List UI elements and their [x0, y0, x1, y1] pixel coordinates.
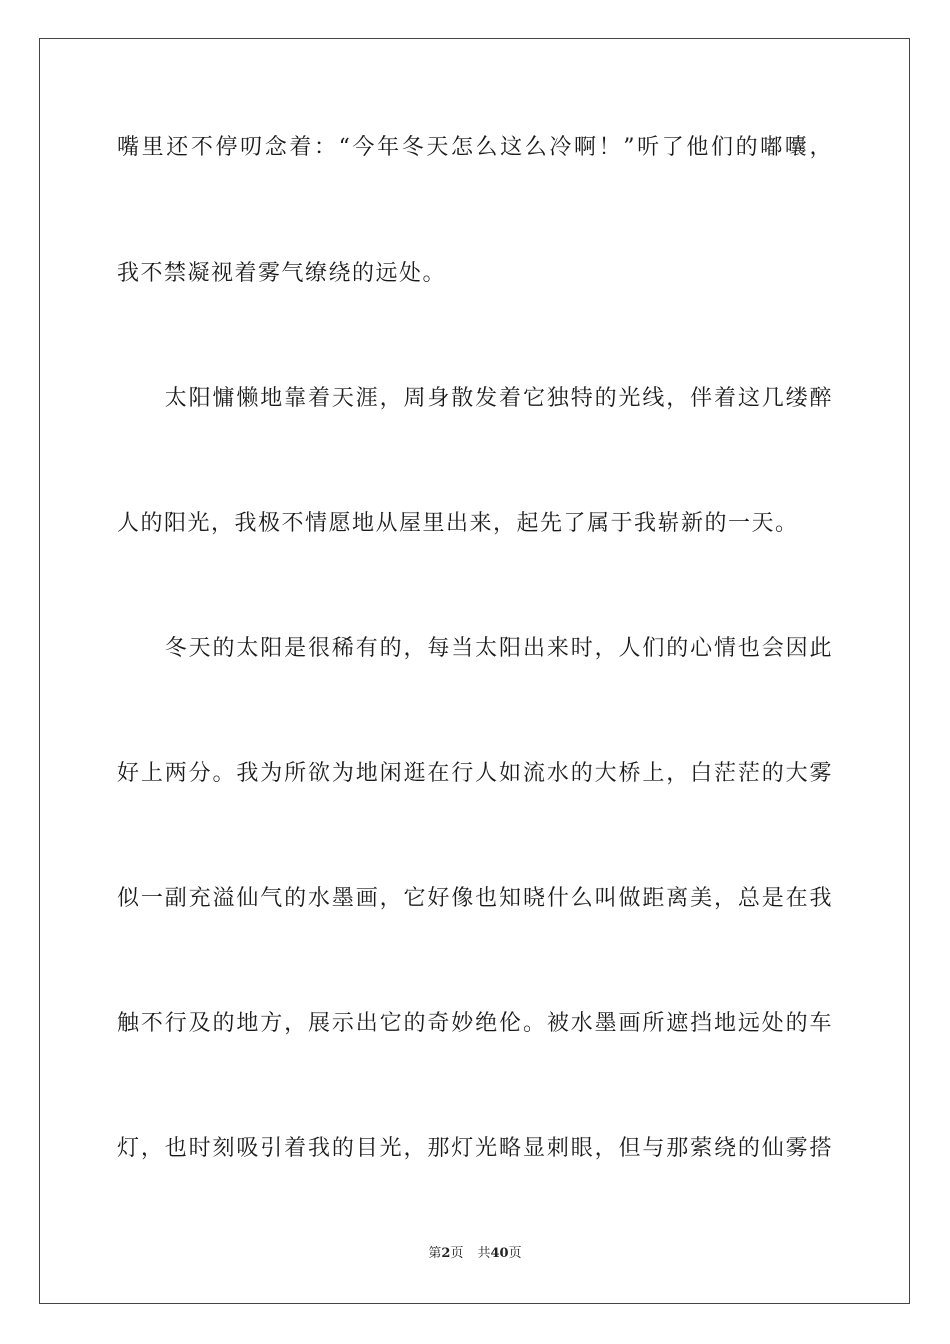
total-pages: 40 — [490, 1246, 509, 1261]
text-line-7: 似一副充溢仙气的水墨画，它好像也知晓什么叫做距离美，总是在我 — [117, 886, 833, 911]
text-line-6: 好上两分。我为所欲为地闲逛在行人如流水的大桥上，白茫茫的大雾 — [117, 761, 833, 786]
total-suffix: 页 — [508, 1246, 522, 1261]
page-border — [39, 38, 910, 1304]
text-line-8: 触不行及的地方，展示出它的奇妙绝伦。被水墨画所遮挡地远处的车 — [117, 1011, 833, 1036]
page-footer — [0, 1245, 950, 1263]
page-suffix: 页 — [450, 1246, 464, 1261]
text-line-9: 灯，也时刻吸引着我的目光，那灯光略显刺眼，但与那萦绕的仙雾搭 — [117, 1136, 833, 1161]
page-prefix: 第 — [428, 1246, 442, 1261]
text-line-3: 太阳慵懒地靠着天涯，周身散发着它独特的光线，伴着这几缕醉 — [117, 386, 833, 411]
text-line-2: 我不禁凝视着雾气缭绕的远处。 — [117, 261, 447, 286]
text-line-1: 嘴里还不停叨念着：“今年冬天怎么这么冷啊！”听了他们的嘟囔， — [117, 135, 833, 160]
page-number: 2 — [441, 1246, 451, 1261]
text-line-5: 冬天的太阳是很稀有的，每当太阳出来时，人们的心情也会因此 — [117, 636, 833, 661]
text-line-4: 人的阳光，我极不情愿地从屋里出来，起先了属于我崭新的一天。 — [117, 511, 799, 536]
total-prefix: 共 — [477, 1246, 491, 1261]
